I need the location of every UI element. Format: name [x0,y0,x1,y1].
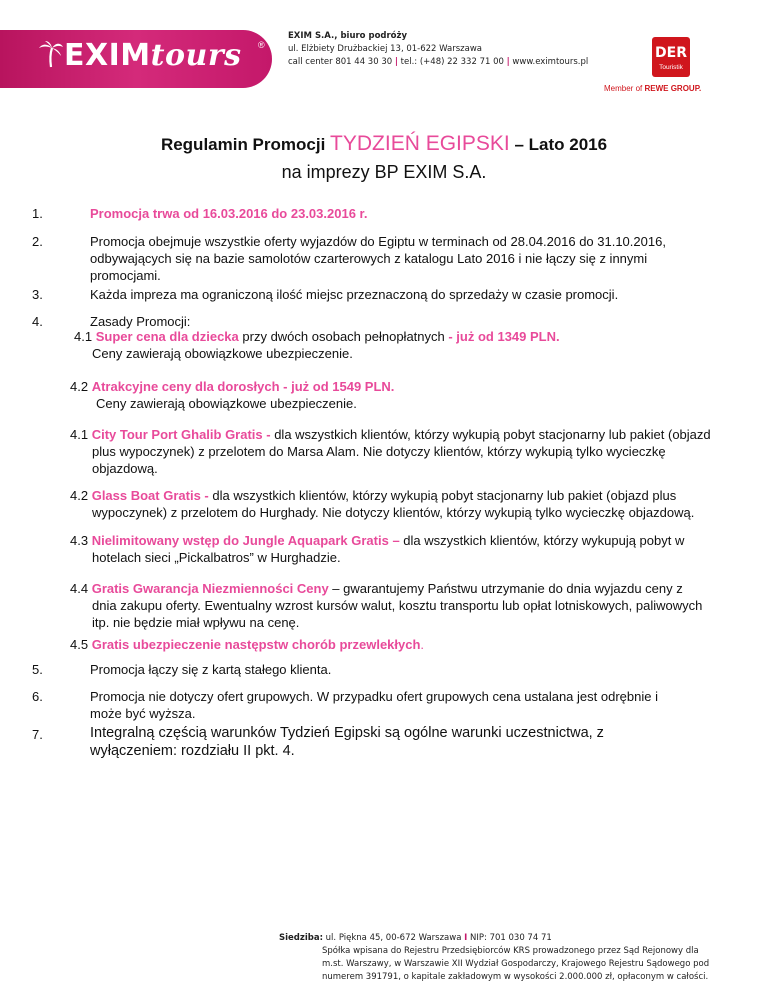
item-number: 7. [32,727,43,742]
subitem [70,636,710,653]
item-text: Integralną częścią warunków Tydzień Egipski są ogólne warunki uczestnictwa, z wyłączeniem: rozdziału II pkt. 4. [90,725,604,759]
footer-label: Siedziba: [279,933,323,943]
item-text: Każda impreza ma ograniczoną ilość miejsc przeznaczoną do sprzedaży w czasie promocji. [90,287,619,302]
title-pre: Regulamin Promocji [160,135,331,154]
subitem-text: dla wszystkich klientów, którzy wykupują pobyt w hotelach sieci „Pickalbatros” w Hurghadzie. [92,533,685,565]
subitem-number: 4.3 [70,533,89,548]
item-text: Promocja trwa od 16.03.2016 do 23.03.2016 r. [90,206,368,221]
subitem-highlight: Glass Boat Gratis - [91,488,209,503]
item-number: 1. [32,206,43,221]
item-text: Zasady Promocji: [90,314,191,329]
footer-separator: I [464,933,468,943]
subitem-highlight: Gratis Gwarancja Niezmienności Ceny [91,581,329,596]
company-info [288,30,588,69]
item-text: Promocja łączy się z kartą stałego klienta. [90,662,332,677]
item-text: Promocja nie dotyczy ofert grupowych. W przypadku ofert grupowych cena ustalana jest odrębnie i może być wyższa. [90,689,658,721]
subitem [70,426,718,477]
item-number: 2. [32,234,43,249]
separator: | [506,57,510,67]
company-name: EXIM S.A., biuro podróży [288,31,408,41]
subitem-number: 4.1 [74,329,93,344]
item-number: 6. [32,689,43,704]
member-prefix: Member of [604,84,645,93]
title-post: – Lato 2016 [509,135,608,154]
subitem-number: 4.2 [70,379,89,394]
subitem-text: dla wszystkich klientów, którzy wykupią pobyt stacjonarny lub pakiet (objazd plus wypoczynek) z przelotem do Marsa Alam. Nie dotyczy klientów, którzy wykupią tylko wycieczkę objazdową. [92,427,711,476]
palm-tree-icon [38,40,64,68]
footer-line: Spółka wpisana do Rejestru Przedsiębiorców KRS prowadzonego przez Sąd Rejonowy dla [322,946,699,956]
telephone: tel.: (+48) 22 332 71 00 [400,57,504,67]
der-logo-text: DER [655,45,687,61]
footer-line: m.st. Warszawy, w Warszawie XII Wydział Gospodarczy, Krajowego Rejestru Sądowego pod [322,959,710,969]
subitem-highlight: Atrakcyjne ceny dla dorosłych - już od 1549 PLN. [91,379,395,394]
item-number: 5. [32,662,43,677]
subitem-highlight-2: - już od 1349 PLN. [448,329,560,344]
logo-brand: EXIM [64,38,151,73]
footer-address: ul. Piękna 45, 00-672 Warszawa [322,933,465,943]
item-text: Promocja obejmuje wszystkie oferty wyjazdów do Egiptu w terminach od 28.04.2016 do 31.10.2016, odbywających się na bazie samolotów czarterowych z katalogu Lato 2016 i nie łączy się z innymi promocjami. [90,234,666,283]
subitem-highlight: City Tour Port Ghalib Gratis - [91,427,271,442]
separator: | [394,57,398,67]
item-number: 4. [32,314,43,329]
subitem-highlight: Super cena dla dziecka [95,329,239,344]
rewe-member-line [604,84,701,93]
subitem-number: 4.2 [70,488,89,503]
logo-registered-mark: ® [258,40,265,50]
subitem [70,532,710,566]
subitem-text: . [420,637,425,652]
footer-company-registration [279,932,709,984]
footer-nip: NIP: 701 030 74 71 [467,933,552,943]
subitem [74,328,714,362]
call-center: call center 801 44 30 30 [288,57,393,67]
subitem-number: 4.1 [70,427,89,442]
subitem [70,378,710,412]
website: www.eximtours.pl [512,57,589,67]
title-accent: TYDZIEŃ EGIPSKI [330,132,510,155]
der-logo-subtext: Touristik [659,64,683,71]
document-subtitle: na imprezy BP EXIM S.A. [281,162,487,182]
subitem-line2: Ceny zawierają obowiązkowe ubezpieczenie. [92,346,353,361]
company-contact [288,56,588,69]
subitem-number: 4.5 [70,637,89,652]
subitem-line2: Ceny zawierają obowiązkowe ubezpieczenie. [96,396,357,411]
subitem [70,487,710,521]
subitem-text: dla wszystkich klientów, którzy wykupią pobyt stacjonarny lub pakiet (objazd plus wypoczynek) z przelotem do Hurghady. Nie dotyczy klientów, którzy wykupią tylko wycieczkę objazdową. [92,488,695,520]
member-group: REWE GROUP. [644,84,702,93]
subitem-highlight: Gratis ubezpieczenie następstw chorób przewlekłych [91,637,421,652]
subitem-number: 4.4 [70,581,89,596]
subitem [70,580,710,631]
subitem-highlight: Nielimitowany wstęp do Jungle Aquapark Gratis – [91,533,400,548]
logo-wordmark [64,36,242,76]
document-title [0,132,768,156]
company-address: ul. Elżbiety Drużbackiej 13, 01-622 Warszawa [288,44,482,54]
der-touristik-logo [652,37,690,77]
subitem-text: – gwarantujemy Państwu utrzymanie do dnia wyjazdu ceny z dnia zakupu oferty. Ewentualny wzrost kursów walut, kosztu transportu lub opłat lotniskowych, paliwowych itp. nie będzie miał wpływu na cenę. [92,581,703,630]
item-number: 3. [32,287,43,302]
logo-brand-italic: tours [150,38,242,73]
subitem-text: przy dwóch osobach pełnopłatnych [238,329,449,344]
footer-line: numerem 391791, o kapitale zakładowym w wysokości 2.000.000 zł, opłaconym w całości. [322,972,709,982]
